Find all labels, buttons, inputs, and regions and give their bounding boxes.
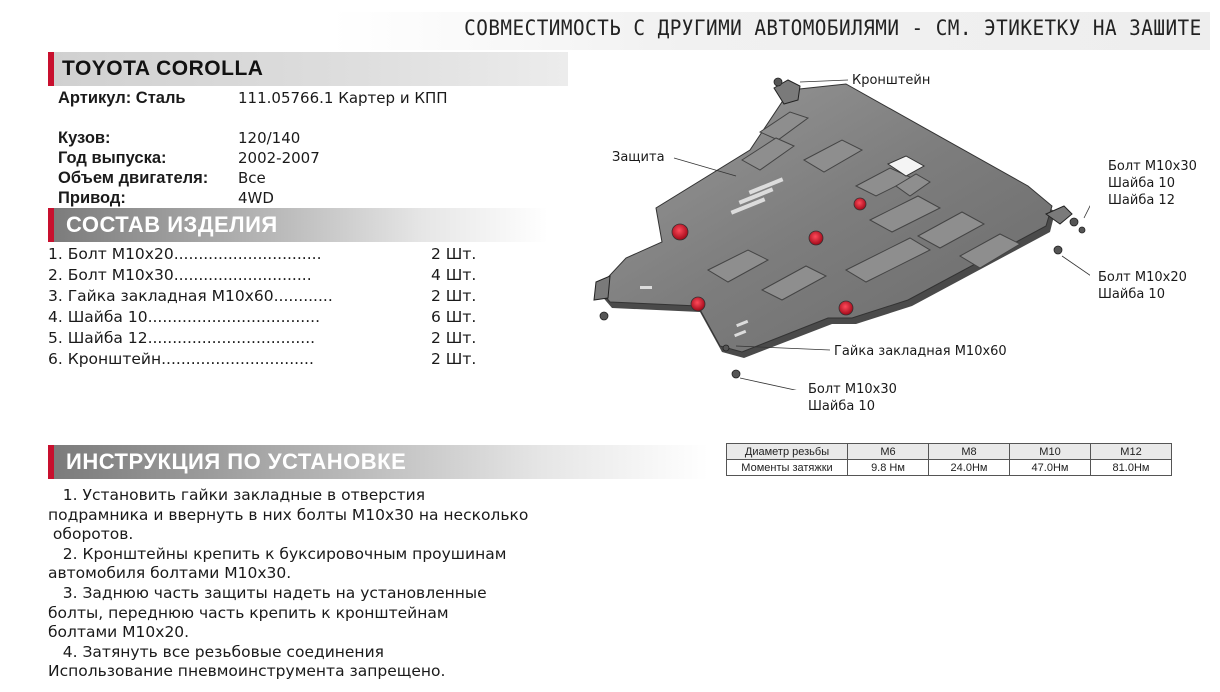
table-cell: Моменты затяжки — [727, 460, 848, 476]
kit-list — [48, 244, 488, 370]
torque-table — [726, 443, 1172, 476]
label-washer10-top: Шайба 10 — [1108, 176, 1175, 191]
guard-diagram — [570, 60, 1090, 390]
spec-value: 4WD — [238, 189, 274, 207]
table-cell: 9.8 Нм — [848, 460, 929, 476]
kit-item-qty: 2 Шт. — [431, 245, 477, 263]
spec-article — [58, 88, 448, 108]
accent-stripe — [48, 445, 54, 479]
label-washer12-top: Шайба 12 — [1108, 193, 1175, 208]
table-row — [727, 460, 1172, 476]
table-header-cell: Диаметр резьбы — [727, 444, 848, 460]
kit-header — [48, 208, 548, 242]
label-washer10-mid: Шайба 10 — [1098, 287, 1165, 302]
spec-drive — [58, 188, 274, 208]
kit-item-name: 3. Гайка закладная М10х60............ — [48, 287, 333, 305]
instruction-line: 1. Установить гайки закладные в отверстия — [48, 486, 426, 504]
kit-item-qty: 2 Шт. — [431, 329, 477, 347]
kit-item-name: 4. Шайба 10................................... — [48, 308, 321, 326]
model-header — [48, 52, 568, 86]
list-item — [48, 265, 488, 286]
list-item — [48, 349, 488, 370]
kit-item-name: 2. Болт М10х30............................ — [48, 266, 312, 284]
spec-year — [58, 148, 320, 168]
table-cell: 24.0Нм — [929, 460, 1010, 476]
list-item — [48, 244, 488, 265]
instruction-line: 4. Затянуть все резьбовые соединения — [48, 642, 384, 661]
list-item — [48, 328, 488, 349]
kit-title: СОСТАВ ИЗДЕЛИЯ — [66, 212, 278, 237]
accent-stripe — [48, 208, 54, 242]
table-cell: 81.0Нм — [1091, 460, 1172, 476]
kit-item-qty: 2 Шт. — [431, 287, 477, 305]
instruction-line: автомобиля болтами М10х30. — [48, 564, 292, 583]
label-nut: Гайка закладная М10х60 — [834, 344, 1007, 359]
model-title: TOYOTA COROLLA — [62, 57, 264, 80]
spec-key: Привод: — [58, 189, 126, 207]
instructions-title: ИНСТРУКЦИЯ ПО УСТАНОВКЕ — [66, 449, 407, 474]
label-bolt-m10x30-bottom: Болт М10х30 — [808, 382, 897, 397]
guard-plate — [598, 84, 1052, 352]
table-header-cell: М12 — [1091, 444, 1172, 460]
list-item — [48, 307, 488, 328]
label-bolt-m10x20: Болт М10х20 — [1098, 270, 1187, 285]
label-guard: Защита — [612, 150, 665, 165]
spec-engine — [58, 168, 266, 188]
spec-key: Год выпуска: — [58, 149, 167, 167]
kit-item-name: 1. Болт М10х20.............................. — [48, 245, 322, 263]
spec-key: Артикул: Сталь — [58, 89, 186, 107]
kit-item-qty: 4 Шт. — [431, 266, 477, 284]
spec-key: Кузов: — [58, 129, 111, 147]
label-bracket: Кронштейн — [852, 73, 931, 88]
compatibility-note: СОВМЕСТИМОСТЬ С ДРУГИМИ АВТОМОБИЛЯМИ - СМ. ЭТИКЕТКУ НА ЗАШИТЕ — [464, 16, 1202, 40]
table-header-cell: М10 — [1010, 444, 1091, 460]
spec-value: 2002-2007 — [238, 149, 320, 167]
instruction-line: болтами М10х20. — [48, 623, 190, 642]
accent-stripe — [48, 52, 54, 86]
instruction-line: подрамника и ввернуть в них болты М10х30 на несколько — [48, 505, 529, 524]
kit-item-name: 5. Шайба 12.................................. — [48, 329, 316, 347]
spec-value: Все — [238, 169, 266, 187]
table-row — [727, 444, 1172, 460]
instruction-line: 3. Заднюю часть защиты надеть на установленные — [48, 583, 487, 602]
instruction-line: 2. Кронштейны крепить к буксировочным проушинам — [48, 544, 507, 563]
kit-item-qty: 2 Шт. — [431, 350, 477, 368]
instructions-header — [48, 445, 708, 479]
table-cell: 47.0Нм — [1010, 460, 1091, 476]
instruction-line: Использование пневмоинструмента запрещено. — [48, 662, 446, 681]
label-washer10-bottom: Шайба 10 — [808, 399, 875, 414]
instruction-line: оборотов. — [48, 525, 134, 544]
table-header-cell: М6 — [848, 444, 929, 460]
list-item — [48, 286, 488, 307]
kit-item-qty: 6 Шт. — [431, 308, 477, 326]
spec-body — [58, 128, 300, 148]
spec-value: 111.05766.1 Картер и КПП — [238, 89, 448, 107]
instruction-line: болты, переднюю часть крепить к кронштейнам — [48, 603, 449, 622]
table-header-cell: М8 — [929, 444, 1010, 460]
spec-value: 120/140 — [238, 129, 301, 147]
spec-key: Объем двигателя: — [58, 169, 209, 187]
instructions-text — [48, 486, 528, 682]
label-bolt-m10x30-top: Болт М10х30 — [1108, 159, 1197, 174]
kit-item-name: 6. Кронштейн............................... — [48, 350, 314, 368]
